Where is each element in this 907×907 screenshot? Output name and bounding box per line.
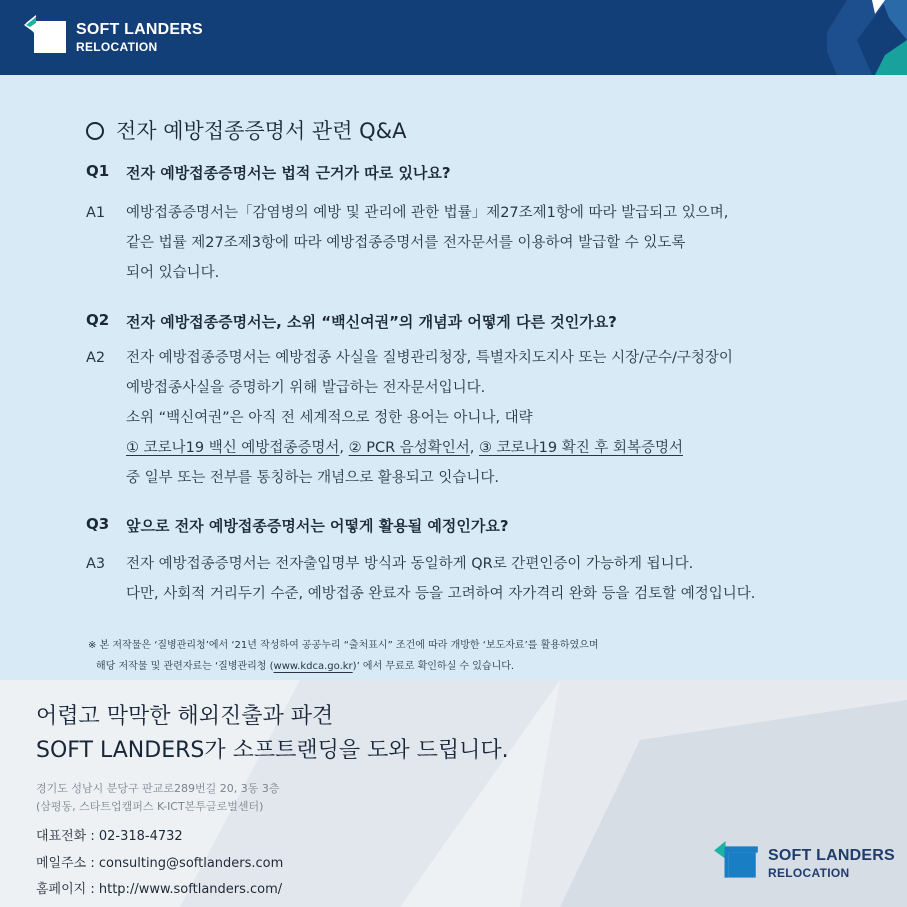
q1-tag: Q1 <box>86 162 110 180</box>
a3-line-1: 전자 예방접종증명서는 전자출입명부 방식과 동일하게 QR로 간편인증이 가능하게 됩니다. <box>126 556 694 572</box>
q1-text: 전자 예방접종증명서는 법적 근거가 따로 있나요? <box>126 164 451 182</box>
a3-tag: A3 <box>86 556 106 572</box>
logo-line1: SOFT LANDERS <box>76 20 203 38</box>
footer-slogan <box>36 700 509 768</box>
logo-bottom-line1: SOFT LANDERS <box>768 846 895 864</box>
section-title-text: 전자 예방접종증명서 관련 Q&A <box>116 119 407 143</box>
a2-line-last: 중 일부 또는 전부를 통칭하는 개념으로 활용되고 잇습니다. <box>126 470 500 486</box>
notice-line-1: ※ 본 저작물은 ‘질병관리청’에서 ‘21년 작성하여 공공누리 “출처표시” 조건에 따라 개방한 ‘보도자료’를 활용하였으며 <box>88 640 599 651</box>
a1-line-3: 되어 있습니다. <box>126 265 220 281</box>
link-recovery-certificate[interactable]: ③ 코로나19 확진 후 회복증명서 <box>479 440 683 456</box>
notice-line2-pre: 해당 저작물 및 관련자료는 ‘질병관리청 ( <box>96 661 274 672</box>
a2-line-3: 소위 “백신여권”은 아직 전 세계적으로 정한 용어는 아니나, 대략 <box>126 410 533 426</box>
homepage-text[interactable]: 홈페이지 : http://www.softlanders.com/ <box>36 882 283 897</box>
answer-2 <box>86 343 886 493</box>
address <box>36 780 279 816</box>
q3-text: 앞으로 전자 예방접종증명서는 어떻게 활용될 예정인가요? <box>126 517 509 535</box>
notice-line2-post: )’ 에서 무료로 확인하실 수 있습니다. <box>352 661 515 672</box>
logo-text-bottom <box>768 848 895 879</box>
logo-text-top <box>76 22 203 53</box>
logo-line2: RELOCATION <box>76 39 158 54</box>
a2-line-2: 예방접종사실을 증명하기 위해 발급하는 전자문서입니다. <box>126 380 486 396</box>
answer-3 <box>86 549 886 609</box>
qa-panel <box>0 75 907 680</box>
header-bar <box>0 0 907 75</box>
a1-tag: A1 <box>86 205 106 221</box>
q3-tag: Q3 <box>86 515 110 533</box>
q2-tag: Q2 <box>86 311 110 329</box>
notice-line-2 <box>88 656 599 677</box>
soft-landers-logo-icon <box>712 838 762 888</box>
phone-text[interactable]: 대표전화 : 02-318-4732 <box>36 829 183 844</box>
logo-bottom[interactable] <box>712 838 895 888</box>
logo-top[interactable] <box>22 13 203 61</box>
a3-line-2: 다만, 사회적 거리두기 수준, 예방접종 완료자 등을 고려하여 자가격리 완화 등을 검토할 예정입니다. <box>126 586 756 602</box>
question-3 <box>86 515 509 536</box>
link-vaccine-certificate[interactable]: ① 코로나19 백신 예방접종증명서 <box>126 440 340 456</box>
logo-bottom-line2: RELOCATION <box>768 865 850 880</box>
copyright-notice <box>88 635 599 677</box>
a1-line-2: 같은 법률 제27조제3항에 따라 예방접종증명서를 전자문서를 이용하여 발급할 수 있도록 <box>126 235 686 251</box>
slogan-line-1: 어렵고 막막한 해외진출과 파견 <box>36 704 334 729</box>
address-line-2: (삼평동, 스타트업캠퍼스 K-ICT본투글로벌센터) <box>36 800 264 813</box>
question-1 <box>86 162 451 183</box>
kdca-link[interactable]: www.kdca.go.kr <box>273 661 353 672</box>
a1-line-1: 예방접종증명서는「감염병의 예방 및 관리에 관한 법률」제27조제1항에 따라 발급되고 있으며, <box>126 205 729 221</box>
section-title <box>86 115 406 145</box>
address-line-1: 경기도 성남시 분당구 판교로289번길 20, 3동 3층 <box>36 782 280 795</box>
circle-bullet-icon <box>86 122 104 140</box>
email-text[interactable]: 메일주소 : consulting@softlanders.com <box>36 856 284 871</box>
question-2 <box>86 311 617 332</box>
a2-line-1: 전자 예방접종증명서는 예방접종 사실을 질병관리청장, 특별자치도지사 또는 시장/군수/구청장이 <box>126 350 733 366</box>
soft-landers-logo-icon <box>22 13 70 61</box>
q2-text: 전자 예방접종증명서는, 소위 “백신여권”의 개념과 어떻게 다른 것인가요? <box>126 313 617 331</box>
link-pcr-negative[interactable]: ② PCR 음성확인서 <box>348 440 470 456</box>
footer <box>0 680 907 907</box>
answer-1 <box>86 198 886 288</box>
a2-links-line: ① 코로나19 백신 예방접종증명서, ② PCR 음성확인서, ③ 코로나19 확진 후 회복증명서 <box>126 440 683 456</box>
a2-tag: A2 <box>86 350 106 366</box>
slogan-line-2: SOFT LANDERS가 소프트랜딩을 도와 드립니다. <box>36 738 509 763</box>
header-deco-shape <box>827 0 907 75</box>
